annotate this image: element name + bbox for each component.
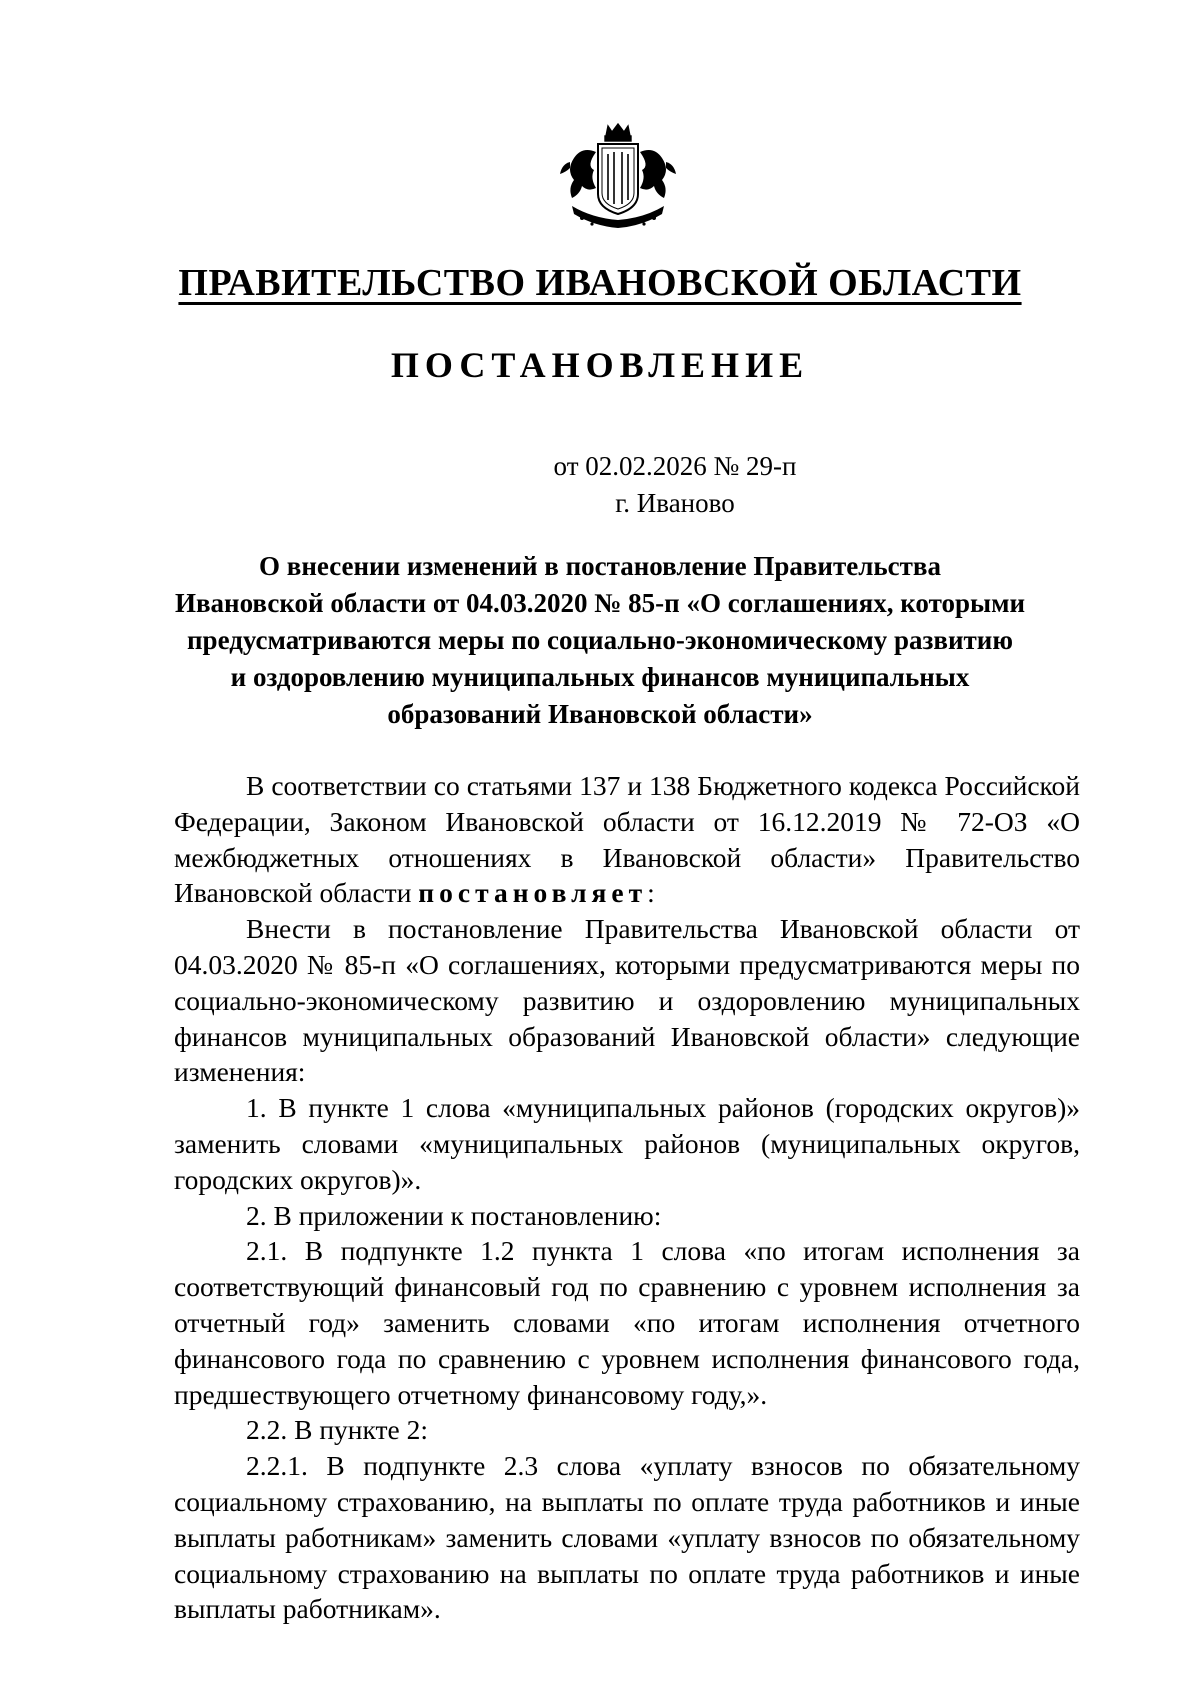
date-number: от 02.02.2026 № 29-п [553, 451, 797, 481]
subject-line: образований Ивановской области» [387, 699, 813, 729]
body-paragraph: 1. В пункте 1 слова «муниципальных районов (городских округов)» заменить словами «муниципальных районов (муниципальных округов, городских округов)». [174, 1092, 1080, 1195]
preamble-text: В соответствии со статьями 137 и 138 Бюджетного кодекса Российской Федерации, Законом Ивановской области от 16.12.2019 № 72-ОЗ «О межбюджетных отношениях в Ивановской области» Правительство Ивановской области [174, 770, 1080, 909]
resolves-keyword: постановляет [418, 877, 648, 909]
body-paragraph: Внести в постановление Правительства Ивановской области от 04.03.2020 № 85-п «О соглашениях, которыми предусматриваются меры по социально-экономическому развитию и оздоровлению муниципальных финансов муниципальных образований Ивановской области» следующие изменения: [174, 913, 1080, 1088]
subject-line: предусматриваются меры по социально-экономическому развитию [187, 625, 1013, 655]
government-title-text: ПРАВИТЕЛЬСТВО ИВАНОВСКОЙ ОБЛАСТИ [178, 262, 1022, 304]
preamble-paragraph [174, 768, 1080, 911]
preamble-end: : [647, 877, 655, 909]
body-paragraph: 2.2.1. В подпункте 2.3 слова «уплату взносов по обязательному социальному страхованию, на выплаты по оплате труда работников и иные выплаты работникам» заменить словами «уплату взносов по обязательному социальному страхованию на выплаты по оплате труда работников и иные выплаты работникам». [174, 1450, 1080, 1625]
subject-line: и оздоровлению муниципальных финансов муниципальных [230, 662, 970, 692]
body-paragraph: 2. В приложении к постановлению: [246, 1199, 662, 1231]
body-paragraph: 2.2. В пункте 2: [246, 1414, 429, 1446]
subject-line: О внесении изменений в постановление Правительства [259, 551, 941, 581]
document-subject [0, 548, 1200, 733]
city: г. Иваново [615, 488, 735, 518]
document-body [174, 768, 1080, 1627]
document-type: ПОСТАНОВЛЕНИЕ [390, 345, 810, 385]
document-meta [0, 448, 1200, 522]
subject-line: Ивановской области от 04.03.2020 № 85-п «О соглашениях, которыми [174, 588, 1026, 618]
body-paragraph: 2.1. В подпункте 1.2 пункта 1 слова «по итогам исполнения за соответствующий финансовый год по сравнению с уровнем исполнения за отчетный год» заменить словами «по итогам исполнения отчетного финансового года по сравнению с уровнем исполнения финансового года, предшествующего отчетному финансовому году,». [174, 1235, 1080, 1410]
coat-of-arms-icon [552, 122, 684, 232]
government-title [0, 260, 1200, 306]
